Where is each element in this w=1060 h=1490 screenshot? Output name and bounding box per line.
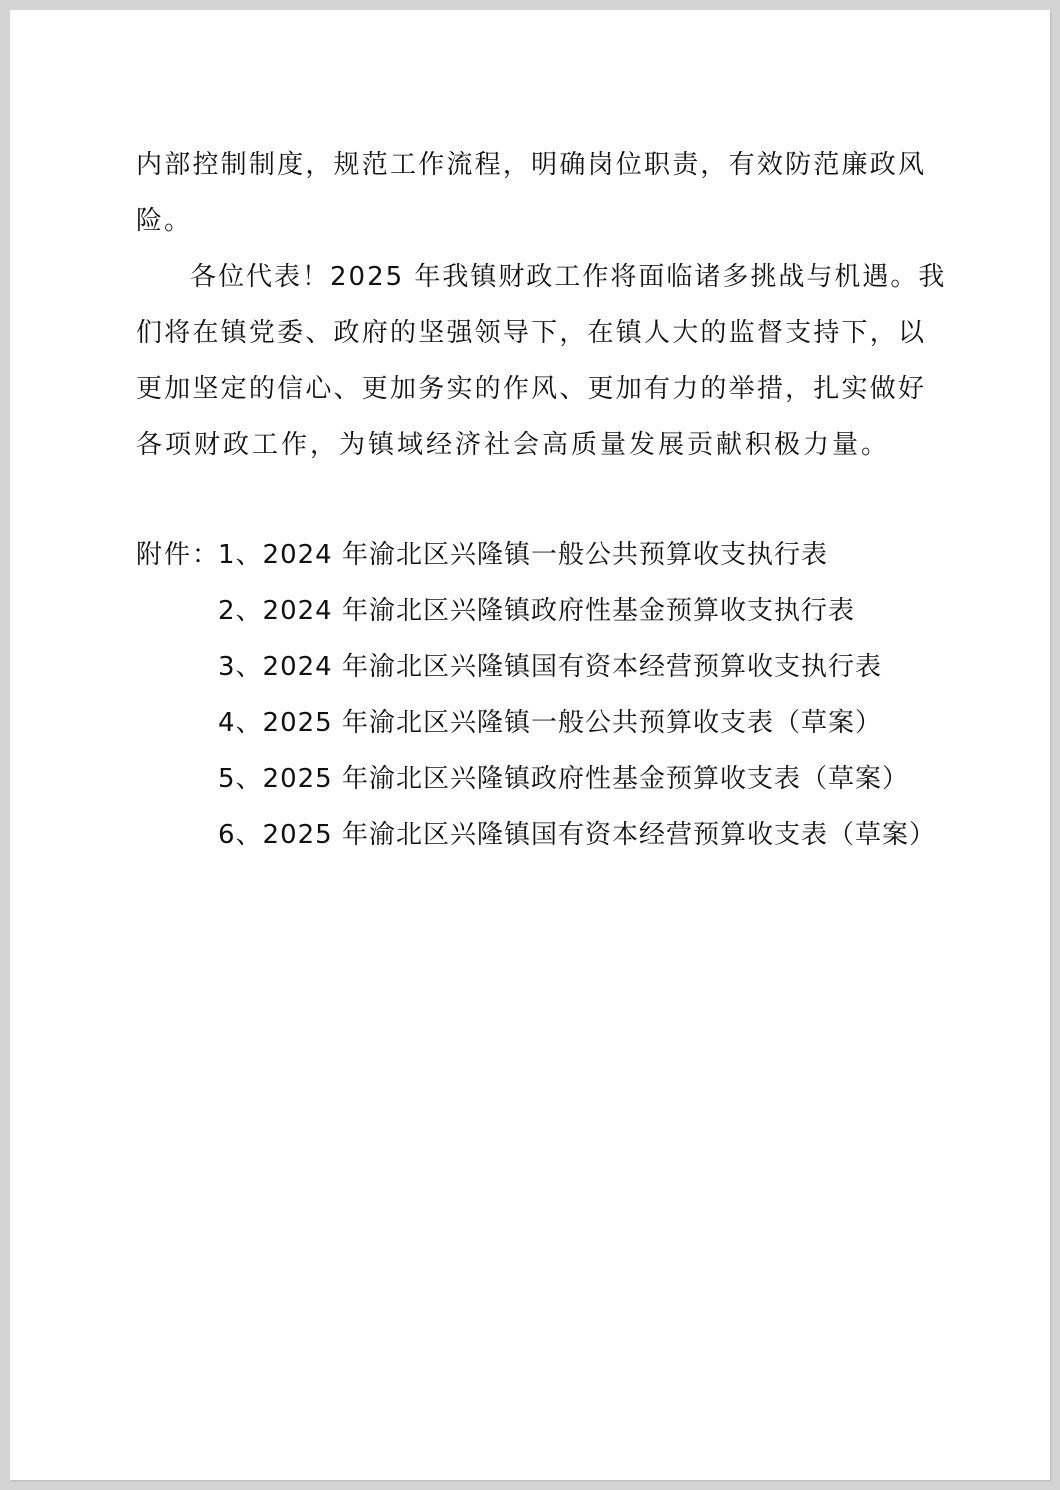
attachment-item-3: 3、2024 年渝北区兴隆镇国有资本经营预算收支执行表 xyxy=(218,652,882,682)
document-page xyxy=(10,10,1050,1480)
attachment-item-1: 1、2024 年渝北区兴隆镇一般公共预算收支执行表 xyxy=(218,540,828,570)
attachments-label: 附件： xyxy=(136,540,221,570)
attachment-item-2: 2、2024 年渝北区兴隆镇政府性基金预算收支执行表 xyxy=(218,596,855,626)
paragraph-2-line-2: 们将在镇党委、政府的坚强领导下，在镇人大的监督支持下，以 xyxy=(136,318,926,348)
attachment-item-6: 6、2025 年渝北区兴隆镇国有资本经营预算收支表（草案） xyxy=(218,820,936,850)
attachment-item-4: 4、2025 年渝北区兴隆镇一般公共预算收支表（草案） xyxy=(218,708,882,738)
attachment-item-5: 5、2025 年渝北区兴隆镇政府性基金预算收支表（草案） xyxy=(218,764,909,794)
paragraph-1-line-1: 内部控制制度，规范工作流程，明确岗位职责，有效防范廉政风 xyxy=(136,150,926,180)
paragraph-1-line-2: 险。 xyxy=(136,206,193,236)
paragraph-2-line-4: 各项财政工作，为镇域经济社会高质量发展贡献积极力量。 xyxy=(136,430,891,460)
paragraph-2-line-3: 更加坚定的信心、更加务实的作风、更加有力的举措，扎实做好 xyxy=(136,374,926,404)
paragraph-2-line-1: 各位代表！2025 年我镇财政工作将面临诸多挑战与机遇。我 xyxy=(190,262,947,292)
